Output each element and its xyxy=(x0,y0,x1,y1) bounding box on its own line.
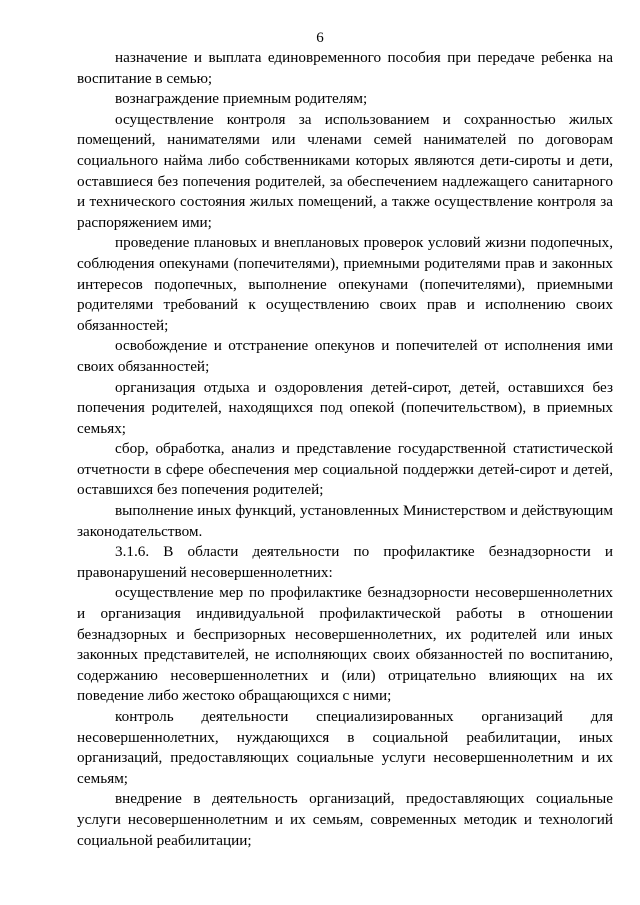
paragraph: сбор, обработка, анализ и представление государственной статистической отчетности в сфере обеспечения мер социальной поддержки детей-сирот и детей, оставшихся без попечения родителей; xyxy=(77,440,613,499)
paragraph: вознаграждение приемным родителям; xyxy=(115,90,368,108)
paragraph: освобождение и отстранение опекунов и попечителей от исполнения ими своих обязанностей; xyxy=(77,337,613,375)
paragraph: осуществление контроля за использованием и сохранностью жилых помещений, нанимателями или членами семей нанимателей по договорам социального найма либо собственниками которых являются дети-сироты и дети, оставшиеся без попечения родителей, за обеспечением надлежащего санитарного и технического состояния жилых помещений, а также осуществление контроля за распоряжением ими; xyxy=(77,110,613,231)
paragraph: выполнение иных функций, установленных Министерством и действующим законодательством. xyxy=(77,502,613,540)
paragraph: организация отдыха и оздоровления детей-сирот, детей, оставшихся без попечения родителей, находящихся под опекой (попечительством), в приемных семьях; xyxy=(77,378,613,437)
paragraph: проведение плановых и внеплановых проверок условий жизни подопечных, соблюдения опекунами (попечителями), приемными родителями прав и законных интересов подопечных, выполнение опекунами (попечителями), приемными родителями требований к осуществлению своих прав и исполнению своих обязанностей; xyxy=(77,234,613,334)
paragraph: назначение и выплата единовременного пособия при передаче ребенка на воспитание в семью; xyxy=(77,49,613,87)
paragraph: осуществление мер по профилактике безнадзорности несовершеннолетних и организация индивидуальной профилактической работы в отношении безнадзорных и беспризорных несовершеннолетних, их родителей или иных законных представителей, не исполняющих своих обязанностей по воспитанию, содержанию несовершеннолетних и (или) отрицательно влияющих на их поведение либо жестоко обращающихся с ними; xyxy=(77,584,613,705)
page-number: 6 xyxy=(316,30,324,46)
section-heading-paragraph: 3.1.6. В области деятельности по профилактике безнадзорности и правонарушений несовершеннолетних: xyxy=(77,543,613,581)
paragraph: контроль деятельности специализированных организаций для несовершеннолетних, нуждающихся в социальной реабилитации, иных организаций, предоставляющих социальные услуги несовершеннолетним и их семьям; xyxy=(77,708,613,787)
document-body xyxy=(77,48,613,851)
paragraph: внедрение в деятельность организаций, предоставляющих социальные услуги несовершеннолетним и их семьям, современных методик и технологий социальной реабилитации; xyxy=(77,790,613,849)
